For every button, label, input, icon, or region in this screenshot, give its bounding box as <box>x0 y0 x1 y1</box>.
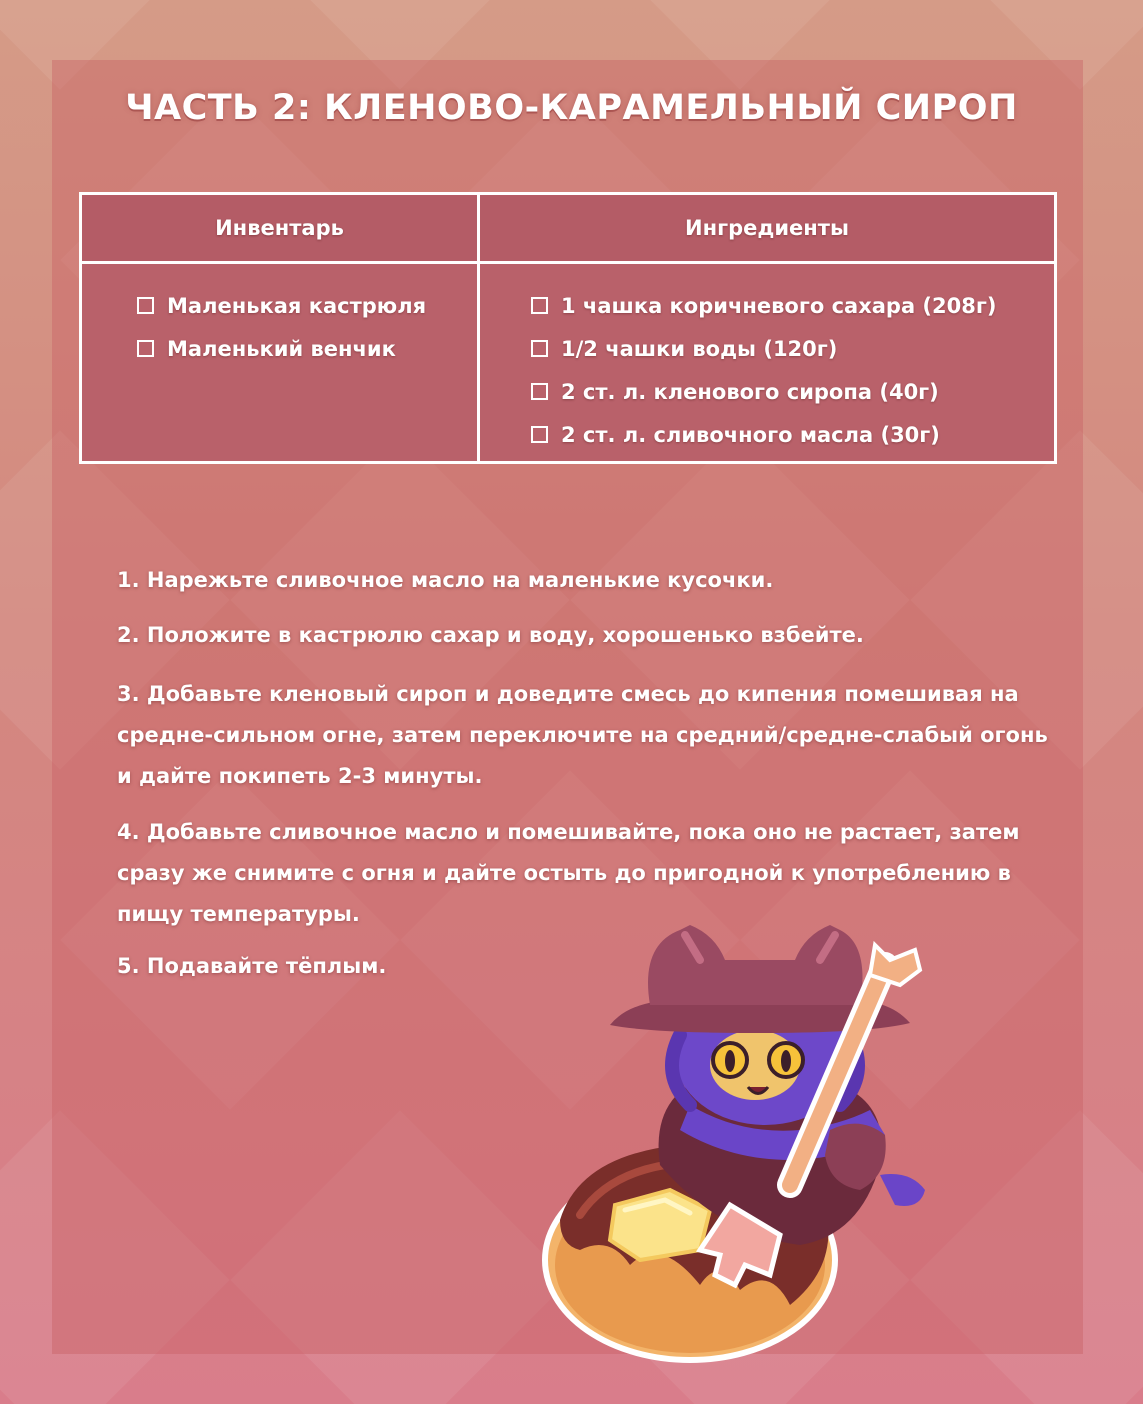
inventory-item-label: Маленькая кастрюля <box>167 293 427 318</box>
ingredient-item-label: 1 чашка коричневого сахара (208г) <box>561 293 997 318</box>
checkbox-icon[interactable] <box>531 426 548 443</box>
checkbox-icon[interactable] <box>531 340 548 357</box>
ingredient-item[interactable] <box>481 327 1053 370</box>
recipe-table <box>79 192 1057 464</box>
inventory-list <box>83 284 476 370</box>
checkbox-icon[interactable] <box>531 297 548 314</box>
checkbox-icon[interactable] <box>137 340 154 357</box>
inventory-item[interactable] <box>83 284 476 327</box>
step-item: 1. Нарежьте сливочное масло на маленькие кусочки. <box>117 568 774 592</box>
checkbox-icon[interactable] <box>531 383 548 400</box>
step-item: 2. Положите в кастрюлю сахар и воду, хорошенько взбейте. <box>117 623 864 647</box>
cat-character-illustration <box>540 905 960 1395</box>
page-title: ЧАСТЬ 2: КЛЕНОВО-КАРАМЕЛЬНЫЙ СИРОП <box>125 88 1018 128</box>
ingredient-item[interactable] <box>481 413 1053 456</box>
inventory-item-label: Маленький венчик <box>167 336 396 361</box>
inventory-header: Инвентарь <box>81 194 479 263</box>
ingredients-cell <box>479 263 1056 463</box>
checkbox-icon[interactable] <box>137 297 154 314</box>
ingredients-header: Ингредиенты <box>479 194 1056 263</box>
inventory-cell <box>81 263 479 463</box>
step-item: 5. Подавайте тёплым. <box>117 954 387 978</box>
ingredient-item[interactable] <box>481 284 1053 327</box>
ingredient-item-label: 2 ст. л. сливочного масла (30г) <box>561 422 940 447</box>
ingredient-item[interactable] <box>481 370 1053 413</box>
ingredients-list <box>481 284 1053 456</box>
ingredient-item-label: 2 ст. л. кленового сиропа (40г) <box>561 379 939 404</box>
step-item: 3. Добавьте кленовый сироп и доведите смесь до кипения помешивая на средне-сильном огне, затем переключите на средний/средне-слабый огонь и дайте покипеть 2-3 минуты. <box>117 682 1048 788</box>
inventory-item[interactable] <box>83 327 476 370</box>
ingredient-item-label: 1/2 чашки воды (120г) <box>561 336 838 361</box>
step-item: 4. Добавьте сливочное масло и помешивайте, пока оно не растает, затем сразу же снимите с огня и дайте остыть до пригодной к употреблению в пищу температуры. <box>117 820 1020 926</box>
